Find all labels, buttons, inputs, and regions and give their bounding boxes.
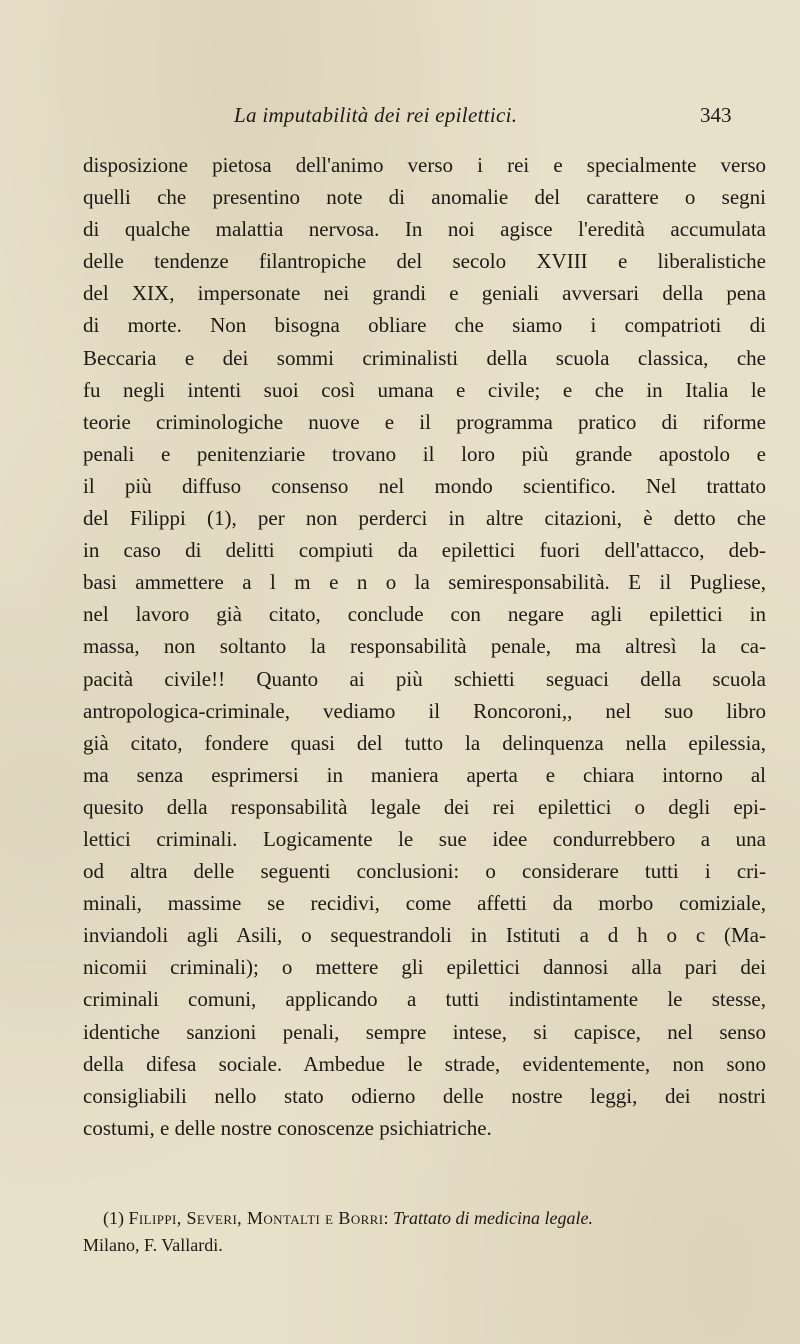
- text-line: criminali comuni, applicando a tutti indistintamente le stesse,: [83, 987, 766, 1012]
- text-line: del XIX, impersonate nei grandi e geniali avversari della pena: [83, 281, 766, 306]
- text-line: inviandoli agli Asili, o sequestrandoli in Istituti a d h o c (Ma-: [83, 923, 766, 948]
- footnote-separator: :: [383, 1208, 389, 1228]
- text-line: basi ammettere a l m e n o la semiresponsabilità. E il Pugliese,: [83, 570, 766, 595]
- text-line: pacità civile!! Quanto ai più schietti seguaci della scuola: [83, 666, 766, 691]
- text-line: Beccaria e dei sommi criminalisti della scuola classica, che: [83, 345, 766, 370]
- text-line: fu negli intenti suoi così umana e civile; e che in Italia le: [83, 377, 766, 402]
- text-line-last: costumi, e delle nostre conoscenze psichiatriche.: [83, 1115, 492, 1140]
- running-title: La imputabilità dei rei epilettici.: [234, 103, 518, 127]
- page-number: 343: [700, 103, 732, 127]
- text-line: minali, massime se recidivi, come affetti da morbo comiziale,: [83, 891, 766, 916]
- text-line: il più diffuso consenso nel mondo scientifico. Nel trattato: [83, 473, 766, 498]
- running-header: [0, 103, 800, 133]
- text-line: teorie criminologiche nuove e il programma pratico di riforme: [83, 409, 766, 434]
- text-line: nicomii criminali); o mettere gli epilettici dannosi alla pari dei: [83, 955, 766, 980]
- text-line: consigliabili nello stato odierno delle nostre leggi, dei nostri: [83, 1083, 766, 1108]
- footnote-imprint: Milano, F. Vallardi.: [83, 1235, 223, 1255]
- text-line: massa, non soltanto la responsabilità penale, ma altresì la ca-: [83, 634, 766, 659]
- footnote-line-1: [83, 1205, 766, 1232]
- text-line: quelli che presentino note di anomalie del carattere o segni: [83, 185, 766, 210]
- body-text: [83, 149, 766, 1144]
- text-line: disposizione pietosa dell'animo verso i rei e specialmente verso: [83, 153, 766, 177]
- text-line: già citato, fondere quasi del tutto la delinquenza nella epilessia,: [83, 730, 766, 755]
- text-line: od altra delle seguenti conclusioni: o considerare tutti i cri-: [83, 859, 766, 884]
- text-line: della difesa sociale. Ambedue le strade, evidentemente, non sono: [83, 1051, 766, 1076]
- text-line: ma senza esprimersi in maniera aperta e chiara intorno al: [83, 762, 766, 787]
- text-line: delle tendenze filantropiche del secolo XVIII e liberalistiche: [83, 249, 766, 274]
- text-line: lettici criminali. Logicamente le sue idee condurrebbero a una: [83, 826, 766, 851]
- text-line: di qualche malattia nervosa. In noi agisce l'eredità accumulata: [83, 217, 766, 242]
- text-line: nel lavoro già citato, conclude con negare agli epilettici in: [83, 602, 766, 627]
- text-line: del Filippi (1), per non perderci in altre citazioni, è detto che: [83, 506, 766, 531]
- footnote: [83, 1205, 766, 1259]
- text-line: di morte. Non bisogna obliare che siamo i compatrioti di: [83, 313, 766, 338]
- text-line: quesito della responsabilità legale dei rei epilettici o degli epi-: [83, 794, 766, 819]
- text-line: penali e penitenziarie trovano il loro più grande apostolo e: [83, 441, 766, 466]
- text-line: in caso di delitti compiuti da epilettici fuori dell'attacco, deb-: [83, 538, 766, 563]
- footnote-marker: (1): [103, 1208, 124, 1228]
- footnote-work-title: Trattato di medicina legale.: [393, 1208, 593, 1228]
- text-line: identiche sanzioni penali, sempre intese, si capisce, nel senso: [83, 1019, 766, 1044]
- text-line: antropologica-criminale, vediamo il Roncoroni,, nel suo libro: [83, 698, 766, 723]
- footnote-authors: Filippi, Severi, Montalti e Borri: [128, 1208, 384, 1228]
